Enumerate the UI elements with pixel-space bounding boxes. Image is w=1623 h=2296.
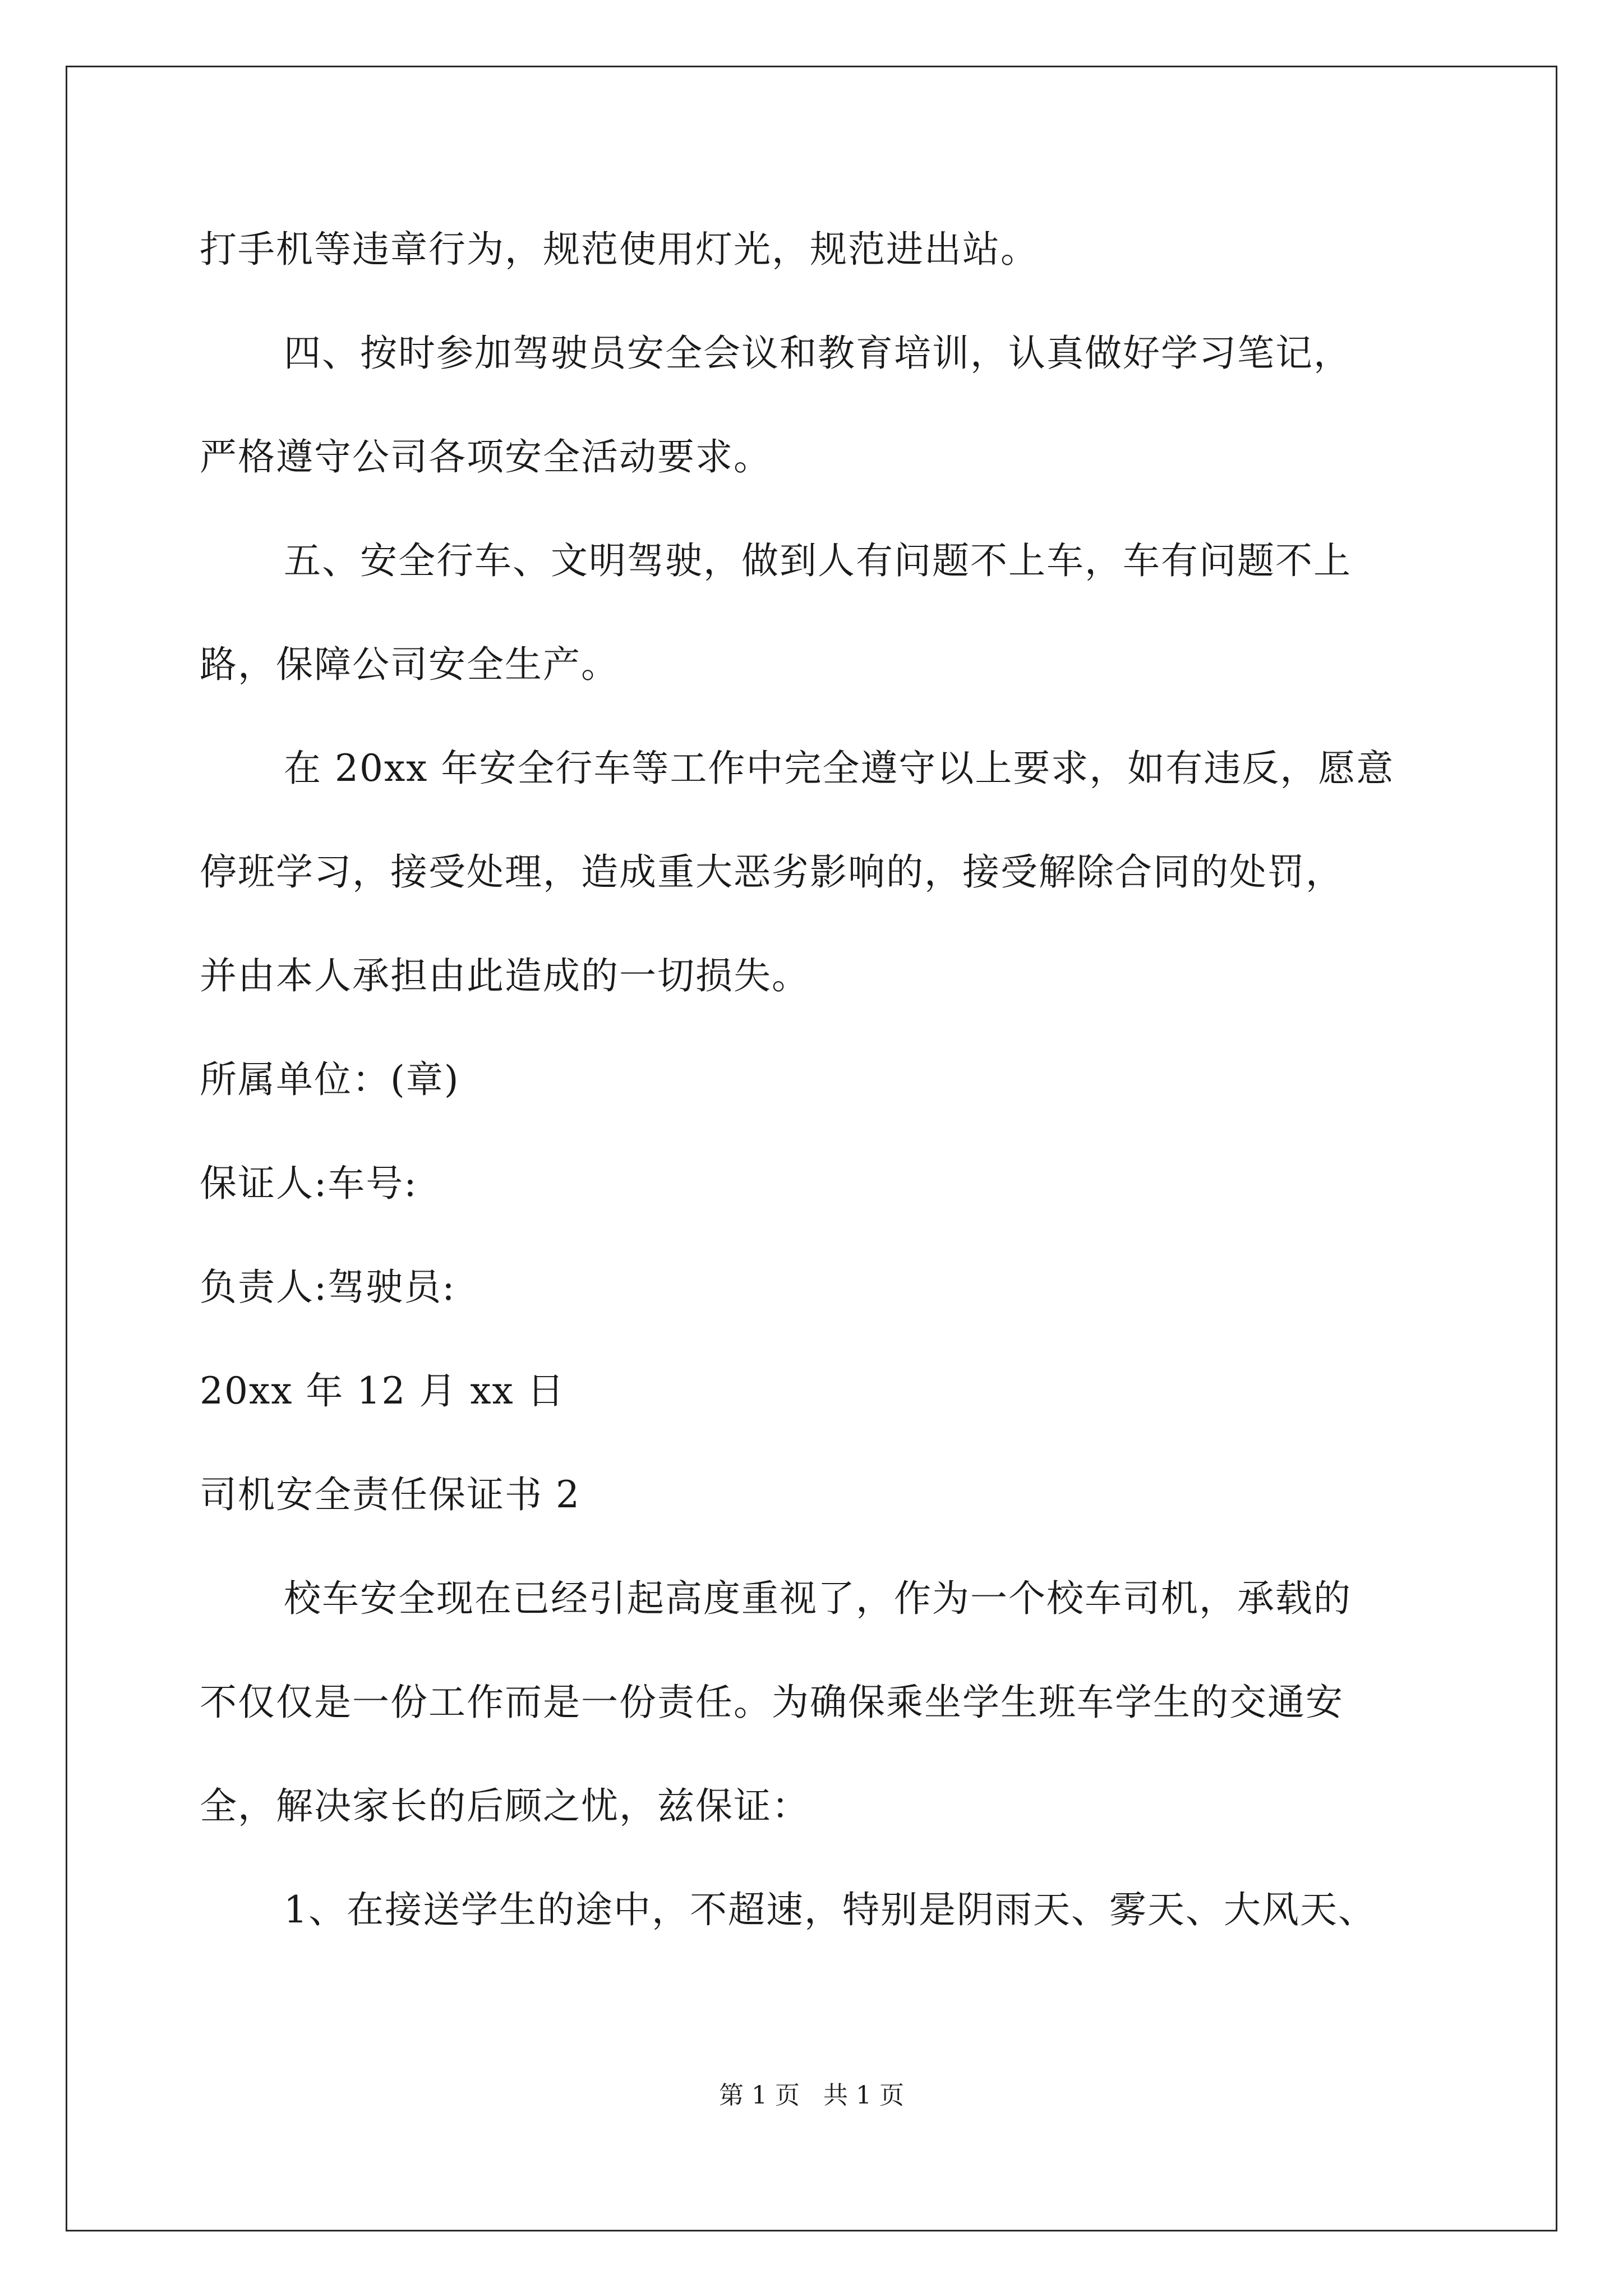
date-line: 20xx 年 12 月 xx 日 xyxy=(200,1369,565,1412)
body-line: 校车安全现在已经引起高度重视了，作为一个校车司机，承载的 xyxy=(284,1577,1352,1620)
body-line: 打手机等违章行为，规范使用灯光，规范进出站。 xyxy=(200,228,1039,271)
body-line: 四、按时参加驾驶员安全会议和教育培训，认真做好学习笔记， xyxy=(284,332,1352,375)
guarantor-line: 保证人:车号: xyxy=(200,1162,418,1205)
body-line: 五、安全行车、文明驾驶，做到人有问题不上车，车有问题不上 xyxy=(284,539,1352,582)
body-line: 1、在接送学生的途中，不超速，特别是阴雨天、雾天、大风天、 xyxy=(284,1888,1376,1931)
body-line: 严格遵守公司各项安全活动要求。 xyxy=(200,435,772,478)
body-line: 并由本人承担由此造成的一切损失。 xyxy=(200,954,810,997)
page-footer: 第 1 页 共 1 页 xyxy=(719,2081,904,2110)
body-line: 路，保障公司安全生产。 xyxy=(200,643,619,686)
responsible-line: 负责人:驾驶员: xyxy=(200,1266,456,1309)
section-title: 司机安全责任保证书 2 xyxy=(200,1473,580,1516)
body-line: 在 20xx 年安全行车等工作中完全遵守以上要求，如有违反，愿意 xyxy=(284,747,1395,790)
body-line: 全，解决家长的后顾之忧，兹保证： xyxy=(200,1784,810,1828)
body-line: 停班学习，接受处理，造成重大恶劣影响的，接受解除合同的处罚， xyxy=(200,850,1344,894)
body-line: 不仅仅是一份工作而是一份责任。为确保乘坐学生班车学生的交通安 xyxy=(200,1681,1344,1724)
unit-seal-line: 所属单位：(章) xyxy=(200,1058,460,1101)
